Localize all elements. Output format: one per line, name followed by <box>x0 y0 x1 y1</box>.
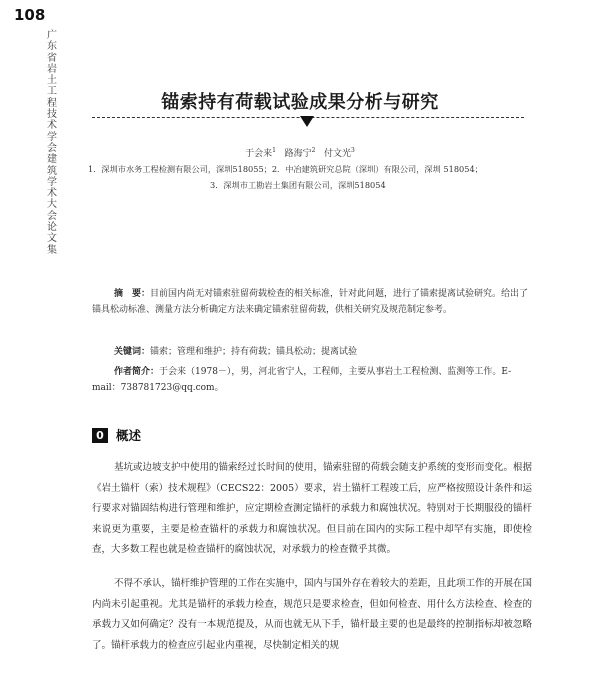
author-name: 付文光 <box>324 149 352 159</box>
author-list <box>0 146 600 159</box>
body-paragraph <box>92 574 532 656</box>
section-number: 0 <box>92 428 108 443</box>
author-mark: 2 <box>311 147 316 154</box>
paragraph-text: 基坑或边坡支护中使用的锚索经过长时间的使用，锚索驻留的荷载会随支护系统的变形而变化。根据《岩土锚杆（索）技术规程》（CECS22：2005）要求，岩土锚杆工程竣工后，应严格按照设计条件和运行要求对锚固结构进行管理和维护，应定期检查测定锚杆的承载力和腐蚀状况。特别对于长期服役的锚杆来说更为重要，主要是检查锚杆的承载力和腐蚀状况。但目前在国内的实际工程中却罕有实施，即使检查，大多数工程也就是检查锚杆的腐蚀状况，对承载力的检查微乎其微。 <box>92 462 533 555</box>
affiliation-line-1: 1．深圳市水务工程检测有限公司，深圳518055；2．中冶建筑研究总院（深圳）有限公司，深圳 518054； <box>88 164 483 174</box>
author-mark: 1 <box>272 147 276 154</box>
keywords-label: 关键词： <box>114 347 151 357</box>
running-side-title: 广东省岩土工程技术学会建筑学术大会论文集 <box>47 30 57 256</box>
paragraph-text: 不得不承认，锚杆维护管理的工作在实施中，国内与国外存在着较大的差距，且此项工作的开展在国内尚未引起重视。尤其是锚杆的承载力检查，规范只是要求检查，但如何检查、用什么方法检查、检查的承载力又如何确定？没有一本规范提及，从而也就无从下手，锚杆最主要的也是最终的控制指标却被忽略了。锚杆承载力的检查应引起业内重视，尽快制定相关的规 <box>92 578 533 651</box>
title-divider <box>92 114 524 128</box>
keywords-text: 锚索；管理和维护；持有荷载；锚具松动；提离试验 <box>150 347 358 357</box>
keywords <box>92 344 532 360</box>
author-name: 路海宁 <box>284 149 312 159</box>
author-info-label: 作者简介： <box>114 367 160 377</box>
body-paragraph <box>92 458 532 561</box>
section-heading <box>92 426 141 444</box>
abstract <box>92 286 532 318</box>
page-number: 108 <box>14 6 46 24</box>
abstract-text: 目前国内尚无对锚索驻留荷载检查的相关标准，针对此问题，进行了锚索提离试验研究。给出了锚具松动标准、测量方法分析确定方法来确定锚索驻留荷载，供相关研究及规范制定参考。 <box>92 289 529 315</box>
abstract-label: 摘 要： <box>114 289 151 299</box>
triangle-down-icon <box>300 116 314 127</box>
paper-title: 锚索持有荷载试验成果分析与研究 <box>161 92 439 113</box>
author-info-text: 于会来（1978－），男，河北省宁人，工程师，主要从事岩土工程检测、监测等工作。E-mail：738781723@qq.com。 <box>92 367 512 393</box>
author-name: 于会来 <box>245 149 273 159</box>
section-title: 概述 <box>116 428 142 443</box>
author-info <box>92 364 532 396</box>
affiliation-line-2: 3．深圳市工勘岩土集团有限公司，深圳518054 <box>210 180 386 190</box>
author-mark: 3 <box>351 147 355 154</box>
